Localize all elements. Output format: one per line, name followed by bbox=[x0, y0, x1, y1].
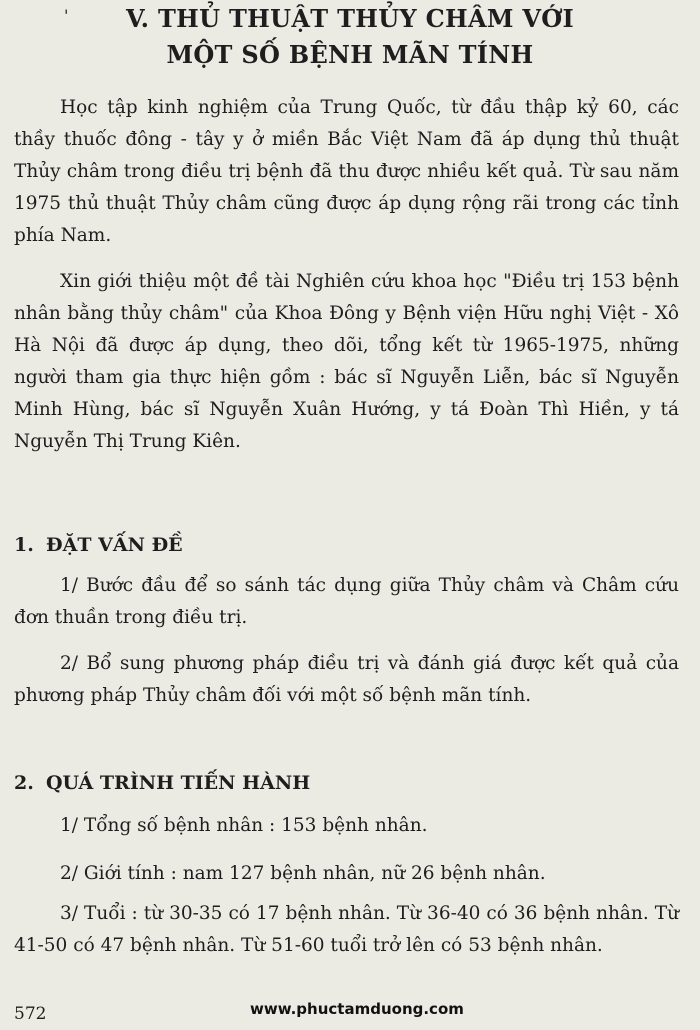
section-1-title: ĐẶT VẤN ĐỀ bbox=[46, 534, 183, 556]
section-2-heading bbox=[14, 772, 310, 794]
section-2-number: 2. bbox=[14, 772, 34, 794]
chapter-title-line-2: MỘT SỐ BỆNH MÃN TÍNH bbox=[166, 40, 534, 69]
section-2-title: QUÁ TRÌNH TIẾN HÀNH bbox=[46, 772, 311, 794]
section-1-number: 1. bbox=[14, 534, 34, 556]
section-1-item-2: 2/ Bổ sung phương pháp điều trị và đánh giá được kết quả của phương pháp Thủy châm đối với một số bệnh mãn tính. bbox=[14, 653, 679, 706]
page-number: 572 bbox=[14, 1004, 47, 1024]
section-2-item-1: 1/ Tổng số bệnh nhân : 153 bệnh nhân. bbox=[60, 815, 428, 836]
section-1-item-1: 1/ Bước đầu để so sánh tác dụng giữa Thủy châm và Châm cứu đơn thuần trong điều trị. bbox=[14, 575, 679, 628]
footer-website-link[interactable]: www.phuctamduong.com bbox=[250, 1000, 464, 1018]
section-2-item-2: 2/ Giới tính : nam 127 bệnh nhân, nữ 26 bệnh nhân. bbox=[60, 863, 546, 884]
chapter-title-line-1: V. THỦ THUẬT THỦY CHÂM VỚI bbox=[125, 4, 575, 33]
intro-paragraph-1: Học tập kinh nghiệm của Trung Quốc, từ đầu thập kỷ 60, các thầy thuốc đông - tây y ở miền Bắc Việt Nam đã áp dụng thủ thuật Thủy châm trong điều trị bệnh đã thu được nhiều kết quả. Từ sau năm 1975 thủ thuật Thủy châm cũng được áp dụng rộng rãi trong các tỉnh phía Nam. bbox=[14, 97, 679, 246]
section-1-heading bbox=[14, 534, 183, 556]
section-2-item-3: 3/ Tuổi : từ 30-35 có 17 bệnh nhân. Từ 36-40 có 36 bệnh nhân. Từ 41-50 có 47 bệnh nhân. Từ 51-60 tuổi trở lên có 53 bệnh nhân. bbox=[14, 903, 679, 956]
margin-mark: ' bbox=[64, 6, 69, 25]
intro-paragraph-2: Xin giới thiệu một đề tài Nghiên cứu khoa học "Điều trị 153 bệnh nhân bằng thủy châm" của Khoa Đông y Bệnh viện Hữu nghị Việt - Xô Hà Nội đã được áp dụng, theo dõi, tổng kết từ 1965-1975, những người tham gia thực hiện gồm : bác sĩ Nguyễn Liễn, bác sĩ Nguyễn Minh Hùng, bác sĩ Nguyễn Xuân Hướng, y tá Đoàn Thì Hiền, y tá Nguyễn Thị Trung Kiên. bbox=[14, 271, 679, 452]
